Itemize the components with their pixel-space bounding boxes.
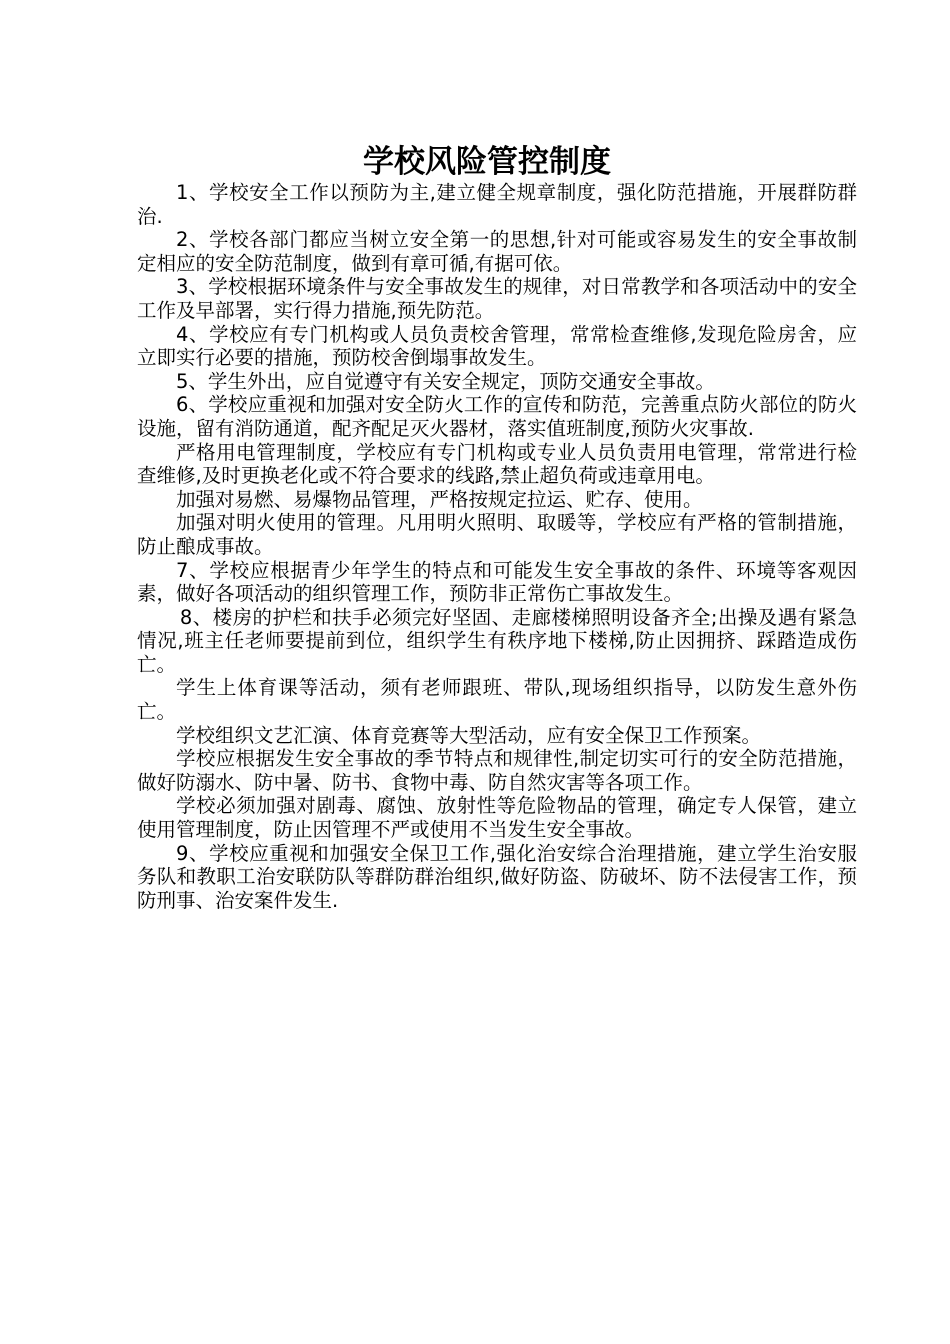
paragraph-flammables: 加强对易燃、易爆物品管理，严格按规定拉运、贮存、使用。: [176, 487, 703, 511]
paragraph-9: 9、学校应重视和加强安全保卫工作,强化治安综合治理措施，建立学生治安服务队和教职工治安联防队等群防群治组织,做好防盗、防破坏、防不法侵害工作，预防刑事、治安案件发生.: [137, 841, 857, 912]
paragraph-5: 5、学生外出，应自觉遵守有关安全规定，顶防交通安全事故。: [176, 369, 715, 393]
paragraph-seasonal: 学校应根据发生安全事故的季节特点和规律性,制定切实可行的安全防范措施，做好防溺水、防中暑、防书、食物中毒、防自然灾害等各项工作。: [137, 747, 857, 794]
document-title: 学校风险管控制度: [363, 144, 611, 180]
paragraph-1: 1、学校安全工作以预防为主,建立健全规章制度，强化防范措施，开展群防群治.: [137, 181, 857, 228]
paragraph-pe-class: 学生上体育课等活动，须有老师跟班、带队,现场组织指导，以防发生意外伤亡。: [137, 676, 857, 724]
paragraph-4: 4、学校应有专门机构或人员负责校舍管理，常常检查维修,发现危险房舍，应立即实行必要的措施，预防校舍倒塌事故发生。: [137, 322, 857, 370]
paragraph-hazardous: 学校必须加强对剧毒、腐蚀、放射性等危险物品的管理，确定专人保管，建立使用管理制度，防止因管理不严或使用不当发生安全事故。: [137, 794, 857, 842]
paragraph-large-events: 学校组织文艺汇演、体育竞赛等大型活动，应有安全保卫工作预案。: [176, 723, 762, 747]
paragraph-7: 7、学校应根据青少年学生的特点和可能发生安全事故的条件、环境等客观因素，做好各项活动的组织管理工作，预防非正常伤亡事故发生。: [137, 558, 857, 606]
paragraph-3: 3、学校根据环境条件与安全事故发生的规律，对日常教学和各项活动中的安全工作及早部署，实行得力措施,预先防范。: [137, 275, 857, 322]
paragraph-electricity: 严格用电管理制度，学校应有专门机构或专业人员负责用电管理，常常进行检查维修,及时更换老化或不符合要求的线路,禁止超负荷或违章用电。: [137, 440, 857, 488]
paragraph-6: 6、学校应重视和加强对安全防火工作的宣传和防范，完善重点防火部位的防火设施，留有消防通道，配齐配足灭火器材，落实值班制度,预防火灾事故.: [137, 393, 857, 440]
document-body: [137, 181, 857, 912]
paragraph-8: 8、楼房的护栏和扶手必须完好坚固、走廊楼梯照明设备齐全;出操及遇有紧急情况,班主任老师要提前到位，组织学生有秩序地下楼梯,防止因拥挤、踩踏造成伤亡。: [137, 605, 857, 676]
paragraph-open-fire: 加强对明火使用的管理。凡用明火照明、取暖等，学校应有严格的管制措施，防止酿成事故。: [137, 511, 857, 558]
paragraph-2: 2、学校各部门都应当树立安全第一的思想,针对可能或容易发生的安全事故制定相应的安全防范制度，做到有章可循,有据可依。: [137, 228, 857, 275]
